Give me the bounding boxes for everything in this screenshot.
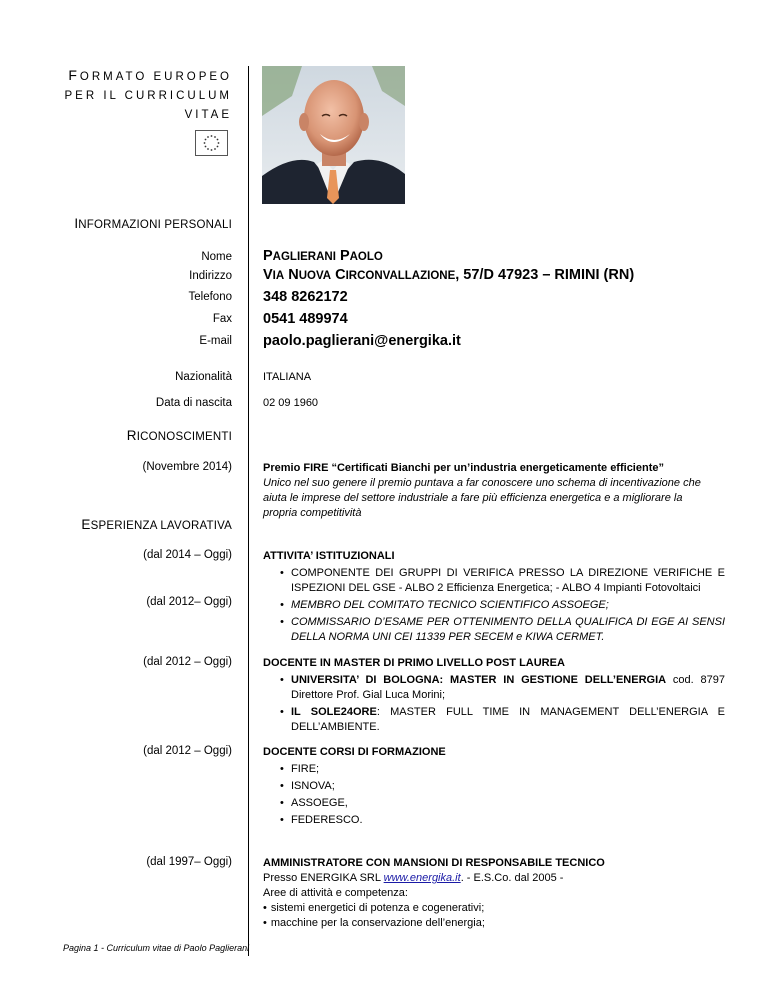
address-label: Indirizzo	[189, 270, 232, 282]
work-4-date: (dal 1997– Oggi)	[146, 856, 232, 868]
name-label: Nome	[201, 251, 232, 263]
nationality-label: Nazionalità	[175, 371, 232, 383]
list-item: • ISNOVA;	[263, 779, 725, 794]
section-personal-info: INFORMAZIONI PERSONALI	[74, 216, 232, 231]
work-1-date: (dal 2014 – Oggi)	[143, 549, 232, 561]
cv-format-title	[60, 66, 232, 125]
phone-value: 348 8262172	[263, 289, 348, 305]
work-2-title: DOCENTE IN MASTER DI PRIMO LIVELLO POST LAUREA	[263, 657, 565, 669]
work-3-title: DOCENTE CORSI DI FORMAZIONE	[263, 746, 446, 758]
birth-value: 02 09 1960	[263, 397, 319, 409]
section-awards: RICONOSCIMENTI	[126, 428, 232, 443]
title-line-1: FORMATO EUROPEO	[68, 67, 232, 83]
list-item: • FIRE;	[263, 762, 725, 777]
nationality-value: ITALIANA	[263, 371, 312, 383]
work-1-date-2: (dal 2012– Oggi)	[146, 596, 232, 608]
section-work-experience: ESPERIENZA LAVORATIVA	[81, 517, 232, 532]
fax-value: 0541 489974	[263, 311, 348, 327]
birth-label: Data di nascita	[155, 397, 232, 409]
title-line-2: PER IL CURRICULUM	[64, 90, 232, 102]
work-3-block	[263, 745, 725, 830]
award-block	[263, 461, 725, 521]
list-item: • ASSOEGE,	[263, 796, 725, 811]
award-date: (Novembre 2014)	[142, 461, 232, 473]
address-value: VIA NUOVA CIRCONVALLAZIONE, 57/D 47923 – RIMINI (RN)	[263, 267, 635, 283]
award-description: Unico nel suo genere il premio puntava a far conoscere uno schema di incentivazione che aiuta le imprese del settore industriale a fare più efficienza energetica e a migliorare la propria competitività	[263, 477, 701, 519]
work-1-block	[263, 549, 725, 647]
work-1-title: ATTIVITA’ ISTITUZIONALI	[263, 550, 395, 562]
list-item: • IL SOLE24ORE: MASTER FULL TIME IN MANAGEMENT DELL’ENERGIA E DELL’AMBIENTE.	[263, 705, 725, 735]
list-item: • FEDERESCO.	[263, 813, 725, 828]
column-divider	[248, 66, 249, 956]
profile-photo	[262, 66, 405, 204]
list-item: • sistemi energetici di potenza e cogenerativi;	[263, 901, 725, 916]
page-footer: Pagina 1 - Curriculum vitae di Paolo Paglierani	[63, 943, 250, 953]
award-title: Premio FIRE “Certificati Bianchi per un’industria energeticamente efficiente”	[263, 462, 664, 474]
work-2-date: (dal 2012 – Oggi)	[143, 656, 232, 668]
phone-label: Telefono	[188, 291, 232, 303]
work-4-company-line: Presso ENERGIKA SRL www.energika.it. - E.S.Co. dal 2005 -	[263, 872, 564, 884]
work-2-block	[263, 656, 725, 737]
email-value: paolo.paglierani@energika.it	[263, 333, 461, 349]
work-4-block	[263, 856, 725, 931]
company-website-link[interactable]: www.energika.it	[383, 872, 461, 884]
list-item: • MEMBRO DEL COMITATO TECNICO SCIENTIFICO ASSOEGE;	[263, 598, 725, 613]
list-item: • COMPONENTE DEI GRUPPI DI VERIFICA PRESSO LA DIREZIONE VERIFICHE E ISPEZIONI DEL GSE - ALBO 2 Efficienza Energetica; - ALBO 4 Impianti Fotovoltaici	[263, 566, 725, 596]
email-label: E-mail	[199, 335, 232, 347]
work-3-date: (dal 2012 – Oggi)	[143, 745, 232, 757]
list-item: • macchine per la conservazione dell’energia;	[263, 916, 725, 931]
fax-label: Fax	[212, 313, 232, 325]
list-item: • UNIVERSITA’ DI BOLOGNA: MASTER IN GESTIONE DELL’ENERGIA cod. 8797 Direttore Prof. Gial Luca Morini;	[263, 673, 725, 703]
work-4-areas-heading: Aree di attività e competenza:	[263, 887, 408, 899]
list-item: • COMMISSARIO D’ESAME PER OTTENIMENTO DELLA QUALIFICA DI EGE AI SENSI DELLA NORMA UNI CEI 11339 PER SECEM e KIWA CERMET.	[263, 615, 725, 645]
name-value: PAGLIERANI PAOLO	[263, 248, 383, 264]
eu-flag-icon	[195, 130, 228, 156]
title-line-3: VITAE	[184, 109, 232, 121]
work-4-title: AMMINISTRATORE CON MANSIONI DI RESPONSABILE TECNICO	[263, 857, 605, 869]
